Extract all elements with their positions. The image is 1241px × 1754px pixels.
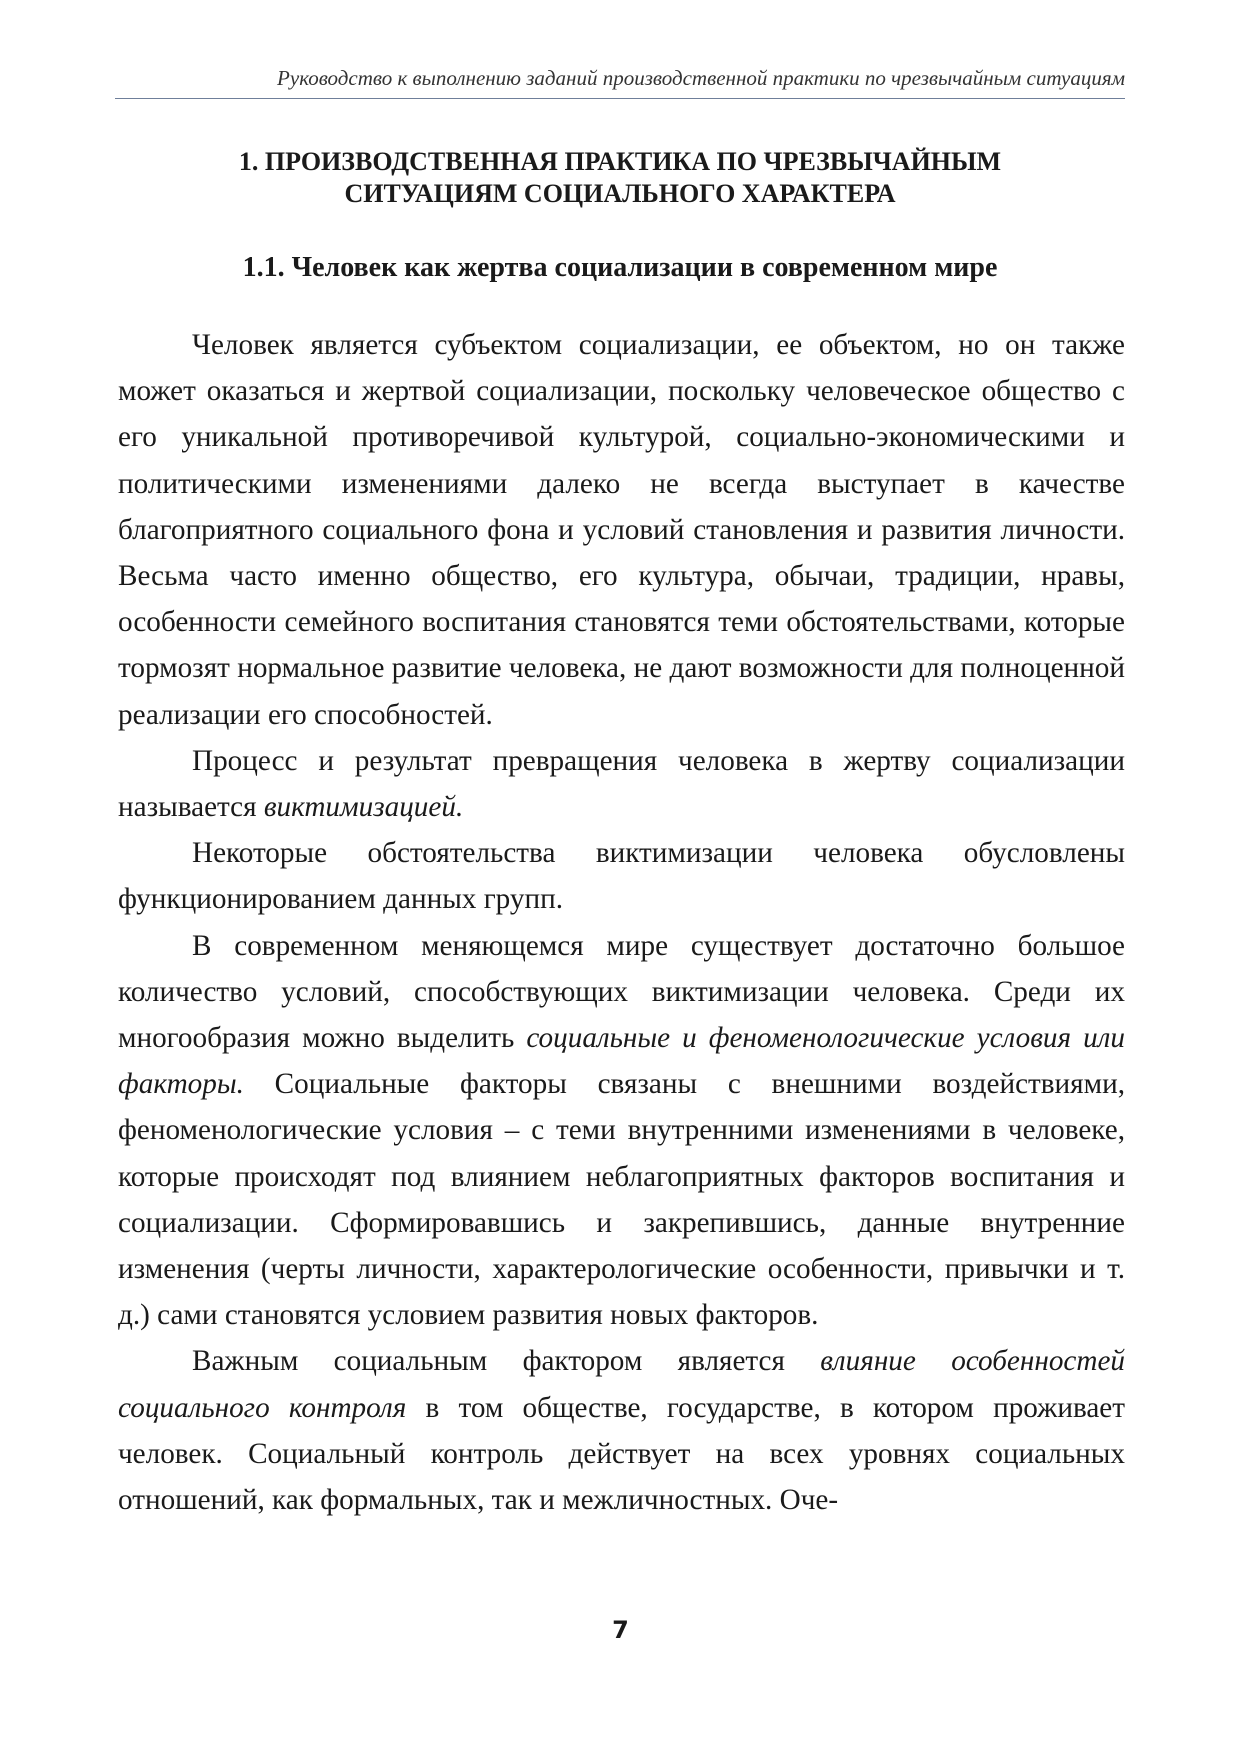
paragraph-2-text: Процесс и результат превращения человека в жертву социализации называется bbox=[118, 744, 1125, 824]
paragraph-4-text-after: Социальные факторы связаны с внешними воздействиями, феноменологические условия – с теми внутренними изменениями в человеке, которые происходят под влиянием неблагоприятных факторов воспитания и социализации. Сформировавшись и закрепившись, данные внутренние изменения (черты личности, характерологические особенности, привычки и т. д.) сами становятся условием развития новых факторов. bbox=[118, 1068, 1125, 1332]
running-header: Руководство к выполнению заданий производственной практики по чрезвычайным ситуациям bbox=[115, 66, 1125, 99]
paragraph-5-text-before: Важным социальным фактором является bbox=[192, 1345, 821, 1378]
paragraph-5 bbox=[118, 1338, 1125, 1523]
paragraph-4-text-before: В современном меняющемся мире существует достаточно большое количество условий, способствующих виктимизации человека. Среди их многообразия можно выделить bbox=[118, 929, 1125, 1055]
paragraph-4-emphasis: социальные и феноменологические условия или факторы. bbox=[118, 1022, 1125, 1101]
chapter-title bbox=[115, 146, 1125, 210]
paragraph-2 bbox=[118, 738, 1125, 830]
paragraph-3: Некоторые обстоятельства виктимизации человека обусловлены функционированием данных групп. bbox=[118, 837, 1125, 916]
paragraph-5-emphasis: влияние особенностей социального контроля bbox=[118, 1345, 1126, 1424]
body-text bbox=[118, 322, 1125, 1523]
paragraph-1: Человек является субъектом социализации, ее объектом, но он также может оказаться и жертвой социализации, поскольку человеческое общество с его уникальной противоречивой культурой, социально-экономическими и политическими изменениями далеко не всегда выступает в качестве благоприятного социального фона и условий становления и развития личности. Весьма часто именно общество, его культура, обычаи, традиции, нравы, особенности семейного воспитания становятся теми обстоятельствами, которые тормозят нормальное развитие человека, не дают возможности для полноценной реализации его способностей. bbox=[118, 329, 1125, 731]
chapter-title-line-1: 1. ПРОИЗВОДСТВЕННАЯ ПРАКТИКА ПО ЧРЕЗВЫЧАЙНЫМ bbox=[238, 147, 1002, 176]
paragraph-4 bbox=[118, 923, 1125, 1339]
section-title: 1.1. Человек как жертва социализации в современном мире bbox=[242, 252, 998, 283]
page-number: 7 bbox=[612, 1616, 629, 1644]
paragraph-2-emphasis: виктимизацией. bbox=[263, 791, 464, 824]
paragraph-5-text-after: в том обществе, государстве, в котором проживает человек. Социальный контроль действует на всех уровнях социальных отношений, как формальных, так и межличностных. Оче- bbox=[118, 1391, 1125, 1517]
chapter-title-line-2: СИТУАЦИЯМ СОЦИАЛЬНОГО ХАРАКТЕРА bbox=[344, 179, 896, 208]
